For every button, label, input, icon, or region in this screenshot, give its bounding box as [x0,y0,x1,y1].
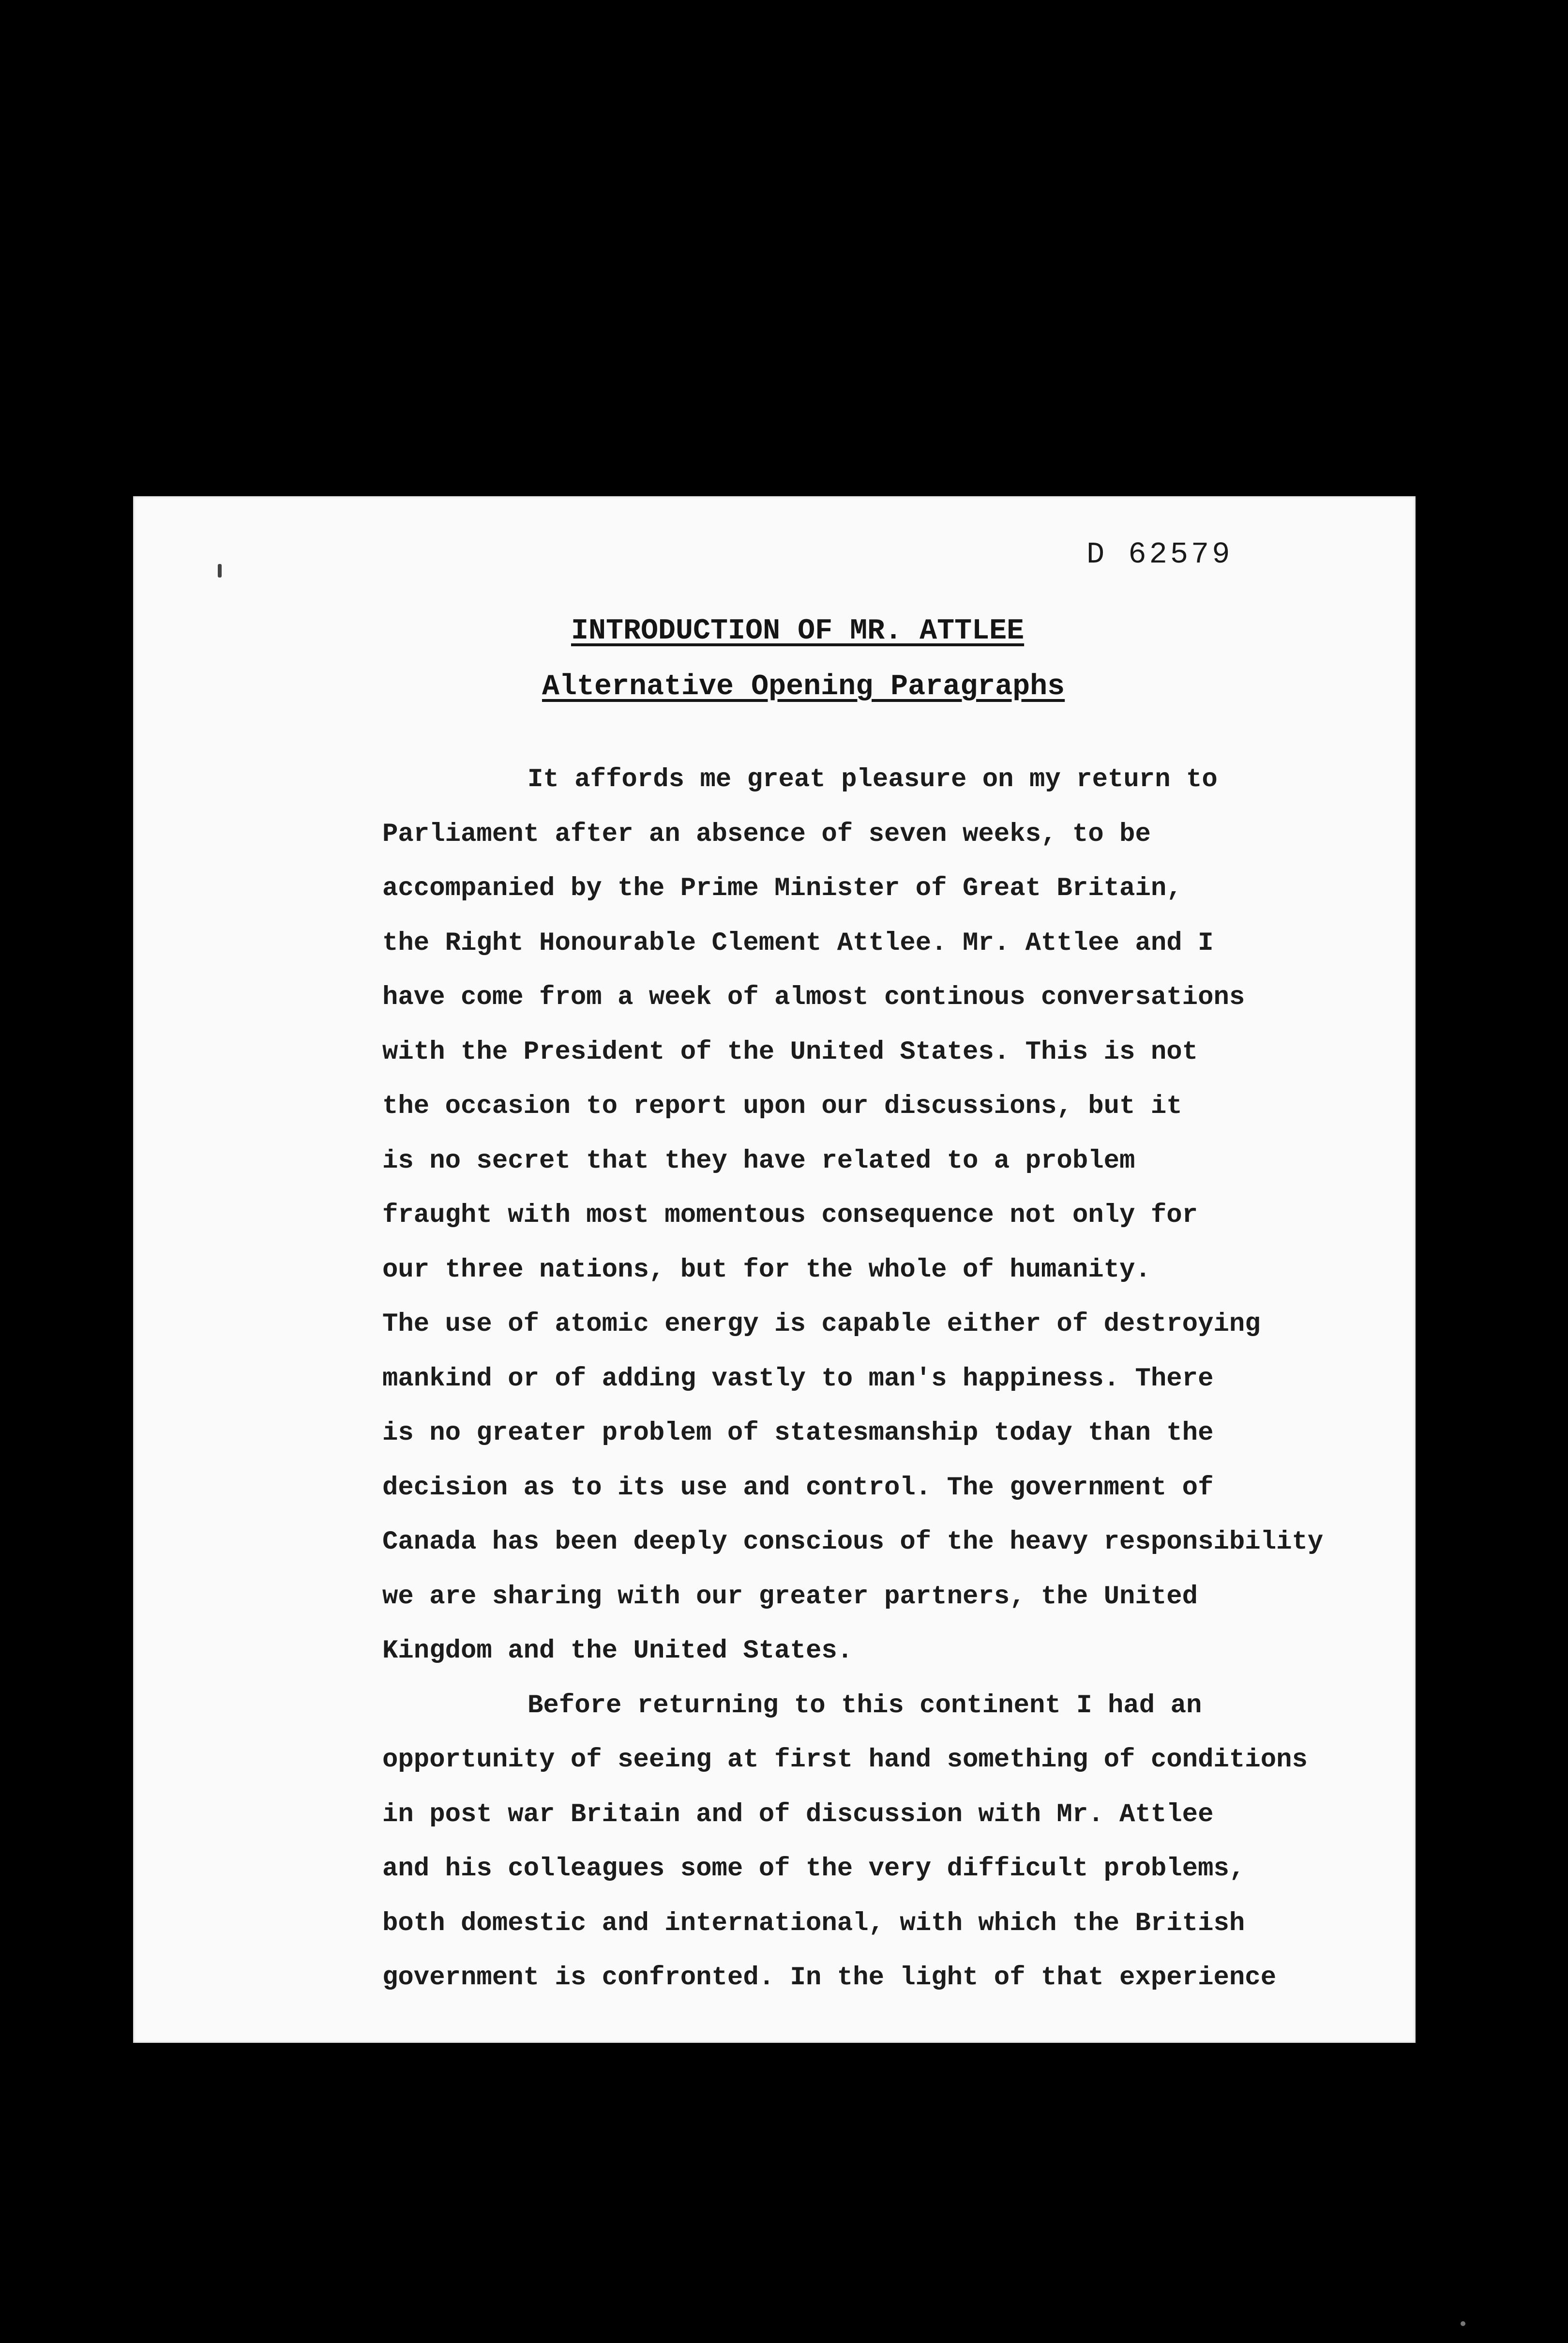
text-line: with the President of the United States. This is not [382,1037,1198,1067]
paper-speck [218,564,222,578]
text-line: is no greater problem of statesmanship today than the [382,1418,1214,1448]
film-mark [1461,2321,1465,2326]
text-line: Before returning to this continent I had an [528,1690,1202,1720]
text-line: the occasion to report upon our discussions, but it [382,1092,1182,1121]
text-line: opportunity of seeing at first hand something of conditions [382,1745,1308,1775]
text-line: our three nations, but for the whole of humanity. [382,1255,1151,1285]
text-line: the Right Honourable Clement Attlee. Mr. Attlee and I [382,928,1214,958]
text-line: in post war Britain and of discussion with Mr. Attlee [382,1799,1214,1829]
text-line: fraught with most momentous consequence not only for [382,1201,1198,1230]
text-line: we are sharing with our greater partners, the United [382,1582,1198,1612]
text-line: and his colleagues some of the very difficult problems, [382,1854,1245,1884]
document-subtitle: Alternative Opening Paragraphs [542,670,1065,703]
text-line: both domestic and international, with which the British [382,1908,1245,1938]
text-line: The use of atomic energy is capable either of destroying [382,1309,1261,1339]
text-line: Kingdom and the United States. [382,1636,853,1666]
text-line: decision as to its use and control. The government of [382,1473,1214,1503]
text-line: Canada has been deeply conscious of the heavy responsibility [382,1527,1324,1557]
document-number: D 62579 [1086,537,1233,572]
text-line: It affords me great pleasure on my return to [528,765,1218,794]
document-title: INTRODUCTION OF MR. ATTLEE [571,615,1025,648]
text-line: is no secret that they have related to a problem [382,1146,1135,1176]
document-body [382,753,1350,2006]
text-line: government is confronted. In the light of that experience [382,1963,1277,1993]
text-line: mankind or of adding vastly to man's happiness. There [382,1364,1214,1394]
text-line: Parliament after an absence of seven weeks, to be [382,819,1151,849]
text-line: accompanied by the Prime Minister of Great Britain, [382,874,1182,903]
text-line: have come from a week of almost continous conversations [382,983,1245,1012]
